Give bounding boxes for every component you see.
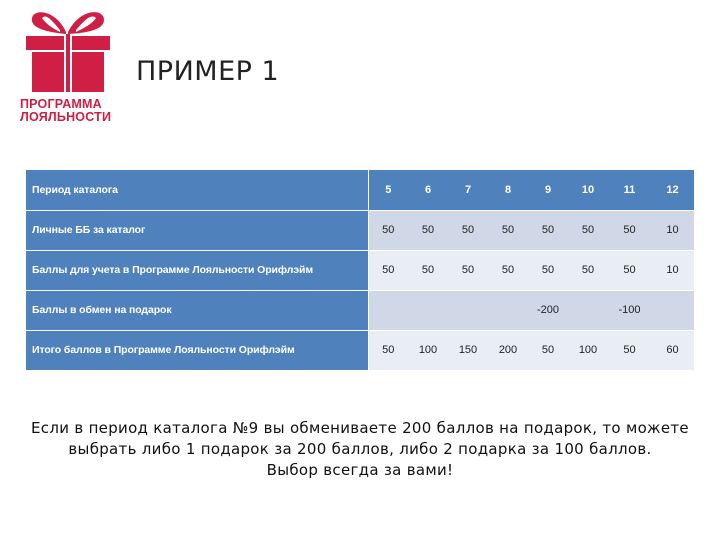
cell-value: 11 bbox=[608, 170, 651, 210]
cell-value: 10 bbox=[568, 170, 608, 210]
cell-value: 50 bbox=[488, 210, 528, 250]
cell-value: 9 bbox=[528, 170, 568, 210]
row-label: Период каталога bbox=[26, 170, 368, 210]
cell-value: 50 bbox=[408, 210, 448, 250]
explanation-text bbox=[14, 418, 706, 481]
cell-value: 6 bbox=[408, 170, 448, 210]
logo-text-line1: ПРОГРАММА bbox=[20, 97, 102, 111]
table-header-row bbox=[26, 170, 694, 210]
cell-value: -200 bbox=[528, 290, 568, 330]
cell-value bbox=[651, 290, 694, 330]
loyalty-points-table bbox=[26, 170, 694, 371]
cell-value: 100 bbox=[568, 330, 608, 370]
logo-text-line2: ЛОЯЛЬНОСТИ bbox=[20, 110, 112, 124]
cell-value: 50 bbox=[568, 250, 608, 290]
page-title: ПРИМЕР 1 bbox=[136, 56, 280, 87]
gift-box-icon bbox=[20, 6, 116, 92]
cell-value: 10 bbox=[651, 210, 694, 250]
row-label: Итого баллов в Программе Лояльности Орифлэйм bbox=[26, 330, 368, 370]
row-label: Баллы в обмен на подарок bbox=[26, 290, 368, 330]
cell-value: 150 bbox=[448, 330, 488, 370]
cell-value: 5 bbox=[368, 170, 408, 210]
cell-value bbox=[448, 290, 488, 330]
cell-value: 10 bbox=[651, 250, 694, 290]
cell-value: 50 bbox=[528, 210, 568, 250]
cell-value: 7 bbox=[448, 170, 488, 210]
table-row bbox=[26, 250, 694, 290]
cell-value: 8 bbox=[488, 170, 528, 210]
row-label: Личные ББ за каталог bbox=[26, 210, 368, 250]
table-row bbox=[26, 290, 694, 330]
cell-value: 200 bbox=[488, 330, 528, 370]
explanation-line-3: Выбор всегда за вами! bbox=[266, 461, 454, 479]
cell-value: 50 bbox=[528, 250, 568, 290]
cell-value bbox=[368, 290, 408, 330]
cell-value bbox=[568, 290, 608, 330]
table-row bbox=[26, 210, 694, 250]
cell-value bbox=[408, 290, 448, 330]
cell-value: 50 bbox=[568, 210, 608, 250]
cell-value: -100 bbox=[608, 290, 651, 330]
cell-value: 50 bbox=[368, 250, 408, 290]
table-row bbox=[26, 330, 694, 370]
explanation-line-1: Если в период каталога №9 вы обмениваете 200 баллов на подарок, то можете bbox=[31, 419, 689, 437]
cell-value: 50 bbox=[408, 250, 448, 290]
loyalty-program-logo bbox=[20, 6, 116, 124]
cell-value: 50 bbox=[448, 210, 488, 250]
cell-value: 100 bbox=[408, 330, 448, 370]
row-label: Баллы для учета в Программе Лояльности Орифлэйм bbox=[26, 250, 368, 290]
cell-value: 50 bbox=[488, 250, 528, 290]
logo-text bbox=[20, 98, 116, 124]
cell-value: 50 bbox=[368, 330, 408, 370]
cell-value: 12 bbox=[651, 170, 694, 210]
cell-value bbox=[488, 290, 528, 330]
cell-value: 50 bbox=[608, 250, 651, 290]
cell-value: 50 bbox=[448, 250, 488, 290]
cell-value: 50 bbox=[608, 330, 651, 370]
cell-value: 50 bbox=[368, 210, 408, 250]
cell-value: 60 bbox=[651, 330, 694, 370]
cell-value: 50 bbox=[608, 210, 651, 250]
cell-value: 50 bbox=[528, 330, 568, 370]
explanation-line-2: выбрать либо 1 подарок за 200 баллов, либо 2 подарка за 100 баллов. bbox=[68, 440, 652, 458]
